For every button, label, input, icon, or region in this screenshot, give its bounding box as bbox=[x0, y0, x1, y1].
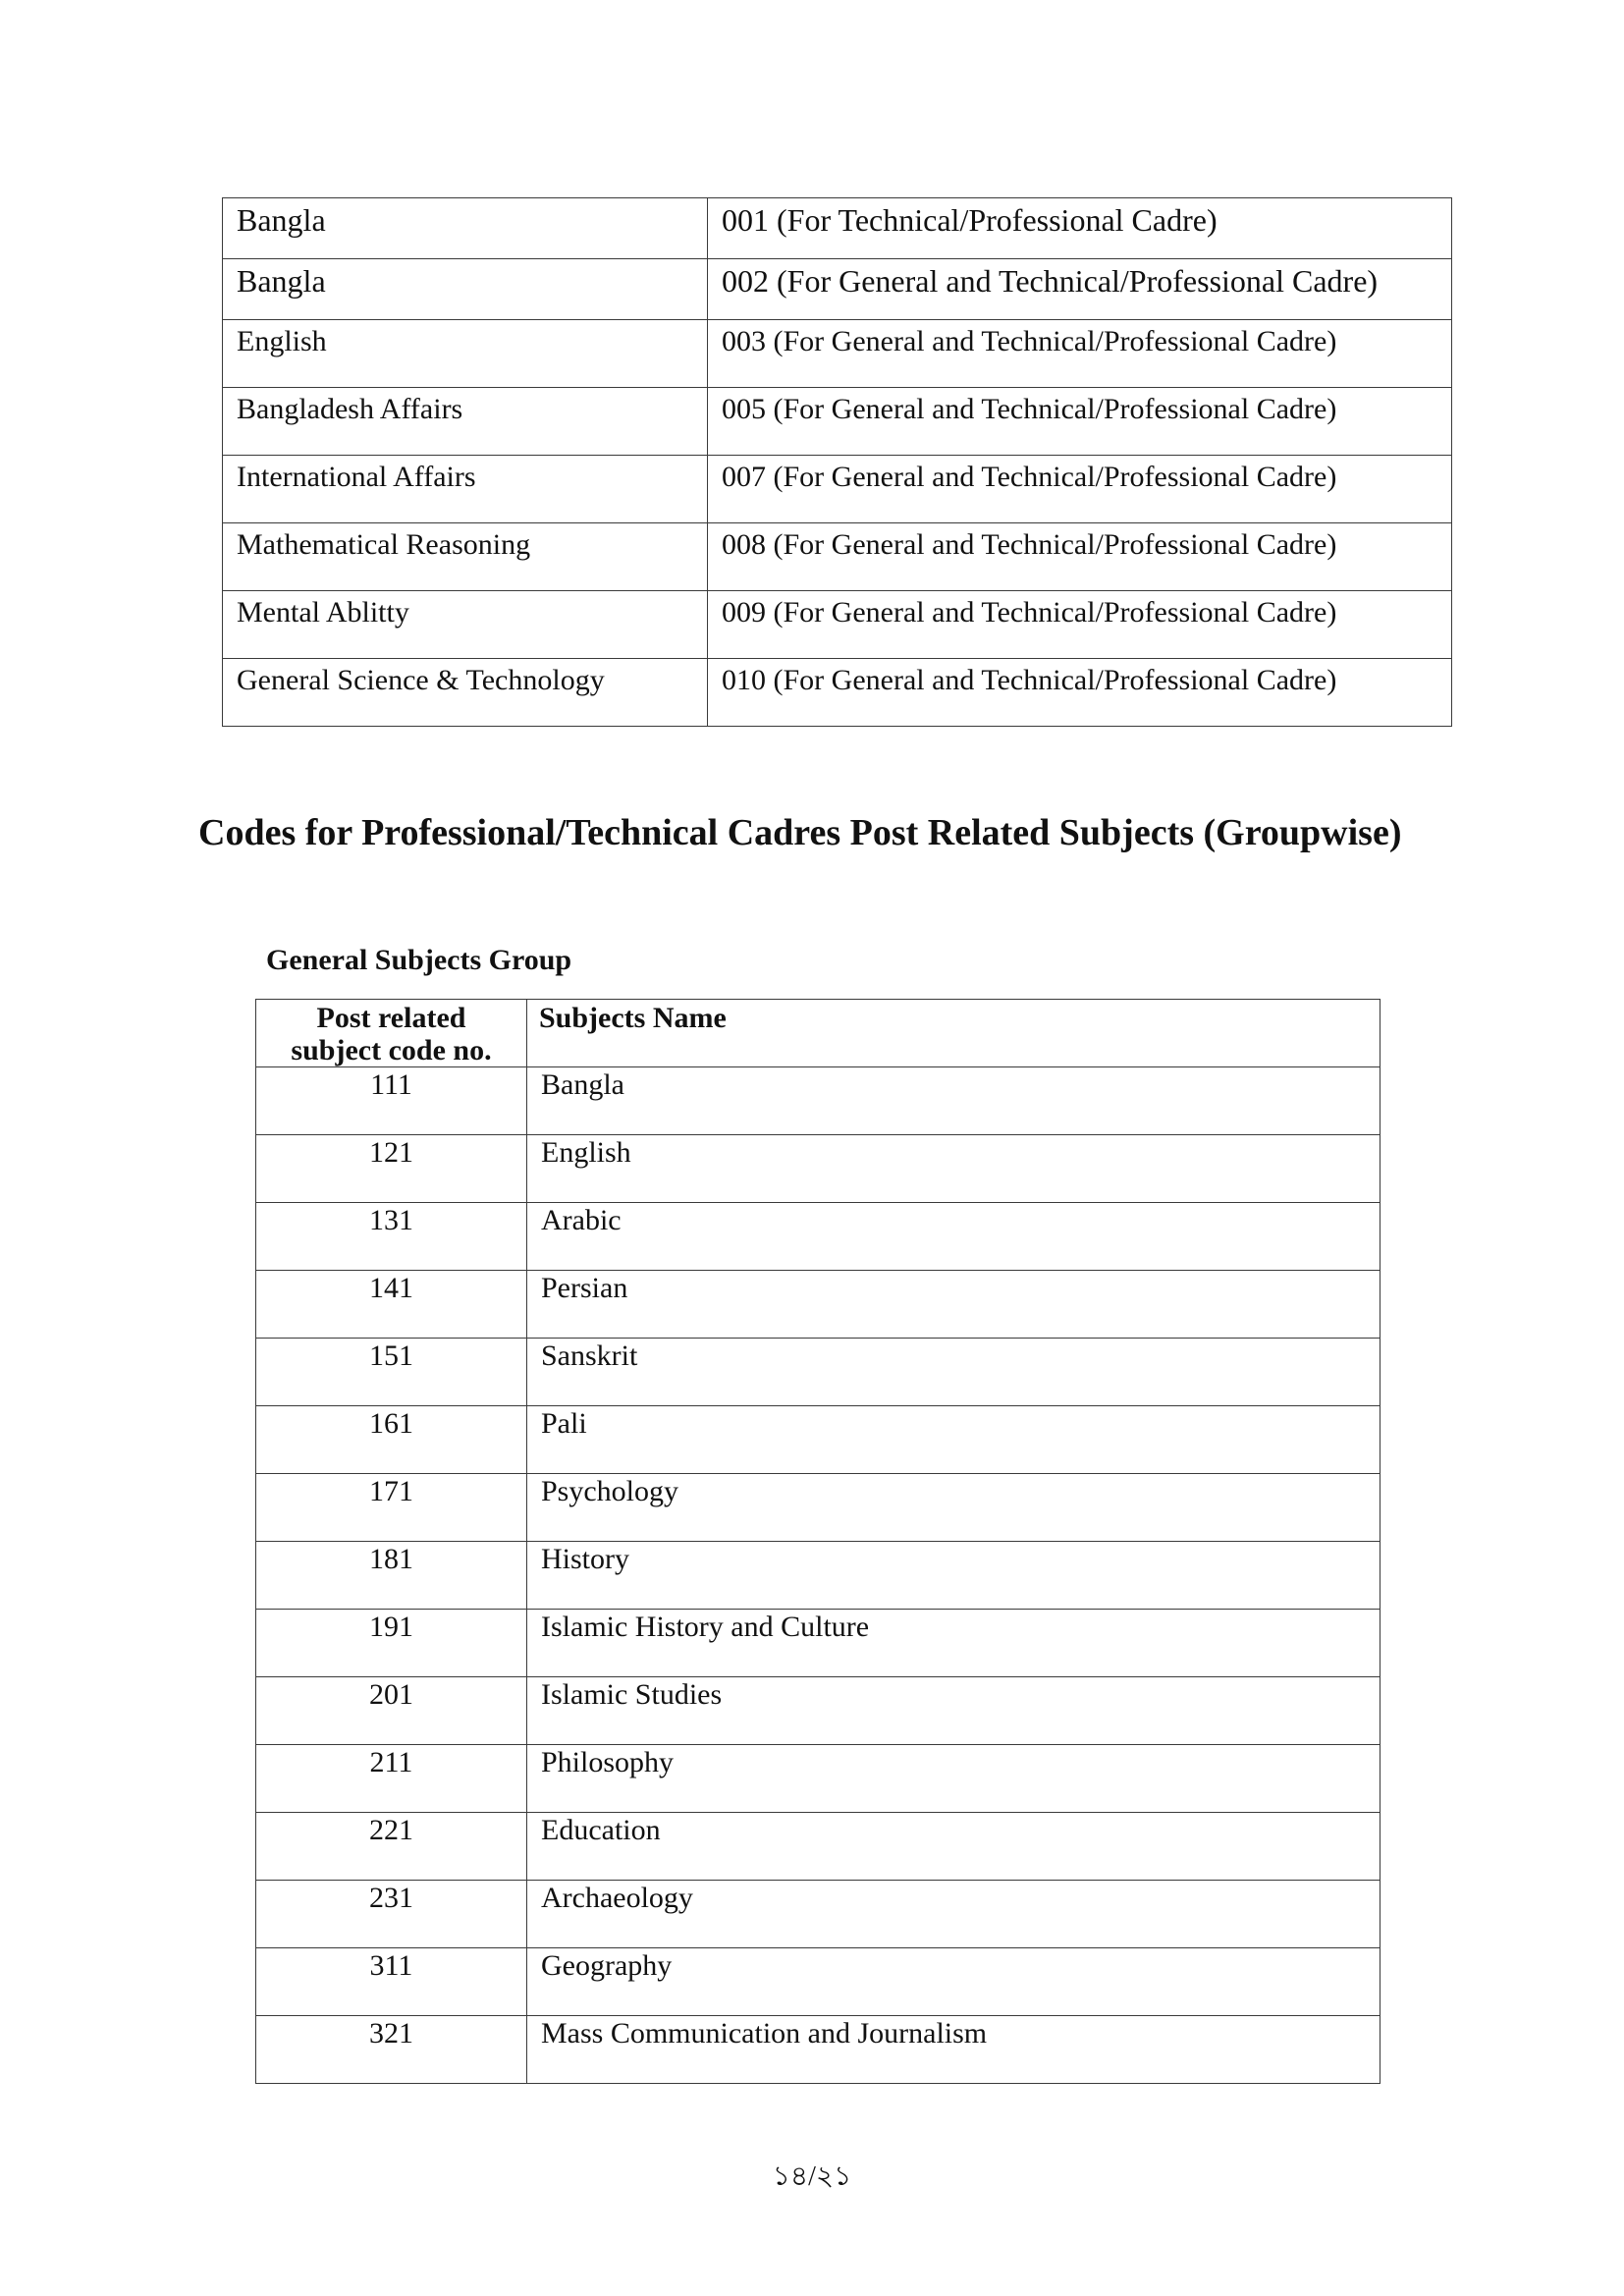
subject-code: 008 (For General and Technical/Professional Cadre) bbox=[722, 528, 1337, 561]
subject-code: 009 (For General and Technical/Professional Cadre) bbox=[722, 596, 1337, 629]
table-row bbox=[223, 320, 1452, 388]
code-cell bbox=[256, 1203, 527, 1271]
subject-name: Bangla bbox=[541, 1068, 624, 1101]
subject-name: Psychology bbox=[541, 1475, 679, 1507]
code-cell bbox=[256, 1542, 527, 1610]
subject-name: Pali bbox=[541, 1407, 587, 1440]
subject-name: Sanskrit bbox=[541, 1339, 638, 1372]
code-column-header-label: Post related subject code no. bbox=[291, 1002, 492, 1066]
code-cell bbox=[256, 1135, 527, 1203]
subject-code: 191 bbox=[369, 1611, 413, 1643]
code-cell bbox=[708, 456, 1452, 523]
subject-code: 007 (For General and Technical/Professional Cadre) bbox=[722, 461, 1337, 493]
name-cell bbox=[527, 1203, 1380, 1271]
subject-code: 231 bbox=[369, 1882, 413, 1914]
group-title: General Subjects Group bbox=[266, 944, 572, 976]
name-cell bbox=[527, 1542, 1380, 1610]
subject-name: Philosophy bbox=[541, 1746, 675, 1778]
subject-code: 003 (For General and Technical/Professional Cadre) bbox=[722, 325, 1337, 357]
table-row bbox=[223, 456, 1452, 523]
name-cell bbox=[527, 1406, 1380, 1474]
code-cell bbox=[256, 1948, 527, 2016]
code-cell bbox=[256, 1406, 527, 1474]
code-cell bbox=[708, 591, 1452, 659]
subject-code: 321 bbox=[369, 2017, 413, 2050]
code-cell bbox=[708, 523, 1452, 591]
table-row bbox=[256, 1406, 1380, 1474]
code-cell bbox=[708, 320, 1452, 388]
subject-code: 010 (For General and Technical/Professional Cadre) bbox=[722, 664, 1337, 696]
code-cell bbox=[708, 259, 1452, 320]
table-row bbox=[223, 591, 1452, 659]
table-header-row bbox=[256, 1000, 1380, 1067]
subject-code: 221 bbox=[369, 1814, 413, 1846]
subject-name: Bangladesh Affairs bbox=[237, 393, 463, 425]
name-cell bbox=[527, 1948, 1380, 2016]
subject-code: 171 bbox=[369, 1475, 413, 1507]
table-row bbox=[223, 523, 1452, 591]
subject-name: General Science & Technology bbox=[237, 664, 605, 696]
name-cell bbox=[527, 1339, 1380, 1406]
code-cell bbox=[256, 2016, 527, 2084]
subject-name: Bangla bbox=[237, 202, 326, 238]
table-row bbox=[256, 2016, 1380, 2084]
subject-cell bbox=[223, 591, 708, 659]
subject-code: 201 bbox=[369, 1678, 413, 1711]
name-cell bbox=[527, 1067, 1380, 1135]
table-row bbox=[223, 198, 1452, 259]
subject-code: 141 bbox=[369, 1272, 413, 1304]
page-number: ১৪/২১ bbox=[772, 2161, 852, 2192]
name-cell bbox=[527, 1135, 1380, 1203]
exam-subject-code-table bbox=[222, 197, 1452, 727]
subject-cell bbox=[223, 523, 708, 591]
code-cell bbox=[256, 1677, 527, 1745]
name-cell bbox=[527, 1745, 1380, 1813]
subject-name: Geography bbox=[541, 1949, 673, 1982]
subject-cell bbox=[223, 259, 708, 320]
table-row bbox=[223, 388, 1452, 456]
subject-code: 001 (For Technical/Professional Cadre) bbox=[722, 202, 1218, 238]
code-cell bbox=[256, 1610, 527, 1677]
table-row bbox=[256, 1813, 1380, 1881]
subject-name: Education bbox=[541, 1814, 661, 1846]
table-row bbox=[256, 1067, 1380, 1135]
subject-name: English bbox=[237, 325, 327, 357]
subject-name: Mass Communication and Journalism bbox=[541, 2017, 988, 2050]
table-row bbox=[256, 1610, 1380, 1677]
code-cell bbox=[256, 1474, 527, 1542]
table-row bbox=[223, 259, 1452, 320]
subject-code: 161 bbox=[369, 1407, 413, 1440]
code-cell bbox=[256, 1813, 527, 1881]
name-cell bbox=[527, 1881, 1380, 1948]
subject-name: Mathematical Reasoning bbox=[237, 528, 531, 561]
table-row bbox=[256, 1271, 1380, 1339]
subject-name: English bbox=[541, 1136, 631, 1169]
table-row bbox=[256, 1542, 1380, 1610]
subject-code: 151 bbox=[369, 1339, 413, 1372]
subject-name: Islamic History and Culture bbox=[541, 1611, 870, 1643]
subject-code: 111 bbox=[370, 1068, 412, 1101]
code-cell bbox=[256, 1067, 527, 1135]
code-cell bbox=[708, 388, 1452, 456]
name-cell bbox=[527, 1610, 1380, 1677]
subject-name: Persian bbox=[541, 1272, 628, 1304]
name-cell bbox=[527, 2016, 1380, 2084]
name-cell bbox=[527, 1677, 1380, 1745]
code-column-header bbox=[256, 1000, 527, 1067]
subject-code: 121 bbox=[369, 1136, 413, 1169]
subject-code: 311 bbox=[369, 1949, 413, 1982]
table-row bbox=[223, 659, 1452, 727]
table-row bbox=[256, 1203, 1380, 1271]
section-heading: Codes for Professional/Technical Cadres Post Related Subjects (Groupwise) bbox=[198, 812, 1402, 853]
subject-cell bbox=[223, 659, 708, 727]
general-subjects-table bbox=[255, 999, 1380, 2084]
subject-name: Islamic Studies bbox=[541, 1678, 723, 1711]
code-cell bbox=[256, 1271, 527, 1339]
table-row bbox=[256, 1677, 1380, 1745]
code-cell bbox=[256, 1745, 527, 1813]
name-cell bbox=[527, 1813, 1380, 1881]
code-cell bbox=[708, 659, 1452, 727]
table-row bbox=[256, 1745, 1380, 1813]
table-row bbox=[256, 1339, 1380, 1406]
subject-name: Arabic bbox=[541, 1204, 622, 1236]
name-column-header bbox=[527, 1000, 1380, 1067]
code-cell bbox=[256, 1339, 527, 1406]
subject-name: Bangla bbox=[237, 263, 326, 299]
subject-code: 131 bbox=[369, 1204, 413, 1236]
subject-code: 005 (For General and Technical/Professional Cadre) bbox=[722, 393, 1337, 425]
subject-cell bbox=[223, 320, 708, 388]
table-row bbox=[256, 1135, 1380, 1203]
table-row bbox=[256, 1881, 1380, 1948]
subject-name: Mental Ablitty bbox=[237, 596, 409, 629]
name-cell bbox=[527, 1474, 1380, 1542]
subject-code: 181 bbox=[369, 1543, 413, 1575]
subject-name: International Affairs bbox=[237, 461, 476, 493]
table-row bbox=[256, 1948, 1380, 2016]
name-cell bbox=[527, 1271, 1380, 1339]
subject-name: Archaeology bbox=[541, 1882, 693, 1914]
code-cell bbox=[708, 198, 1452, 259]
subject-code: 002 (For General and Technical/Professional Cadre) bbox=[722, 263, 1379, 299]
subject-cell bbox=[223, 388, 708, 456]
subject-name: History bbox=[541, 1543, 629, 1575]
subject-code: 211 bbox=[369, 1746, 413, 1778]
name-column-header-label: Subjects Name bbox=[539, 1002, 727, 1034]
code-cell bbox=[256, 1881, 527, 1948]
table-row bbox=[256, 1474, 1380, 1542]
subject-cell bbox=[223, 198, 708, 259]
subject-cell bbox=[223, 456, 708, 523]
